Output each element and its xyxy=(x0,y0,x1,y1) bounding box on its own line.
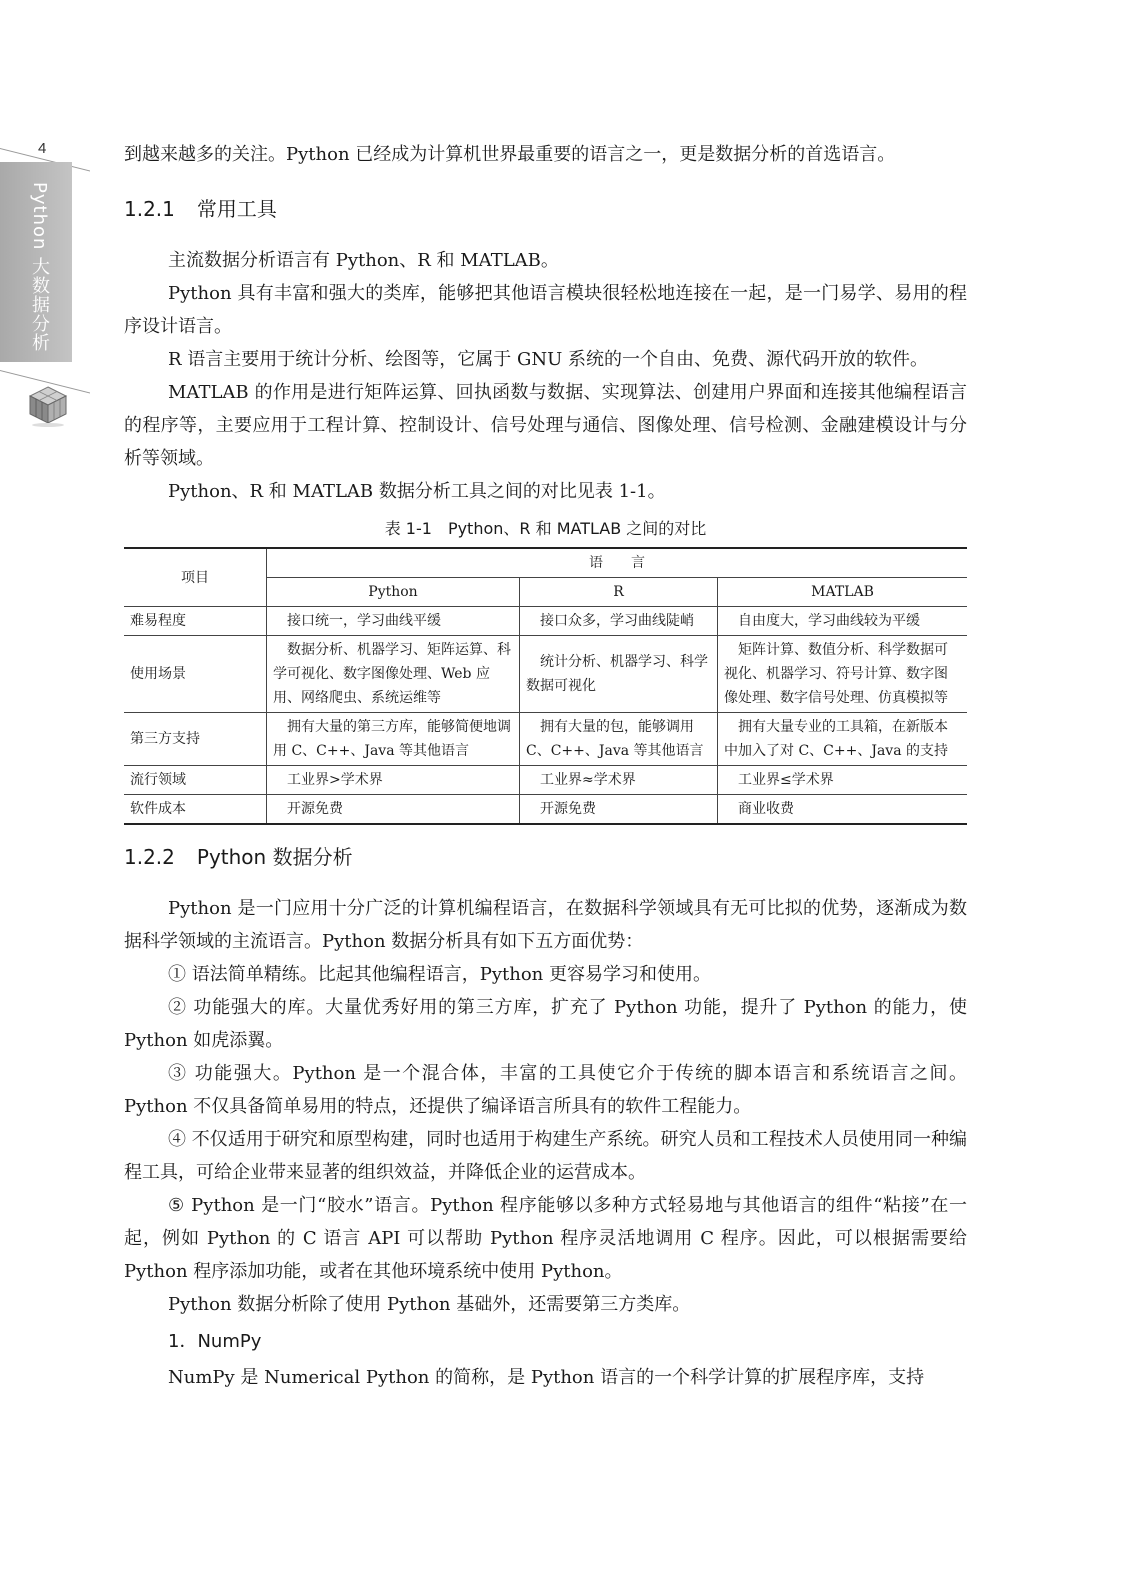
header-python: Python xyxy=(267,578,520,607)
row-label: 流行领域 xyxy=(124,766,267,795)
table-cell: 拥有大量的包，能够调用 C、C++、Java 等其他语言 xyxy=(520,713,718,766)
paragraph: NumPy 是 Numerical Python 的简称，是 Python 语言的一个科学计算的扩展程序库，支持 xyxy=(168,1367,925,1388)
table-cell: 自由度大，学习曲线较为平缓 xyxy=(718,607,968,636)
comparison-table xyxy=(124,547,967,825)
section-title: 常用工具 xyxy=(196,197,277,221)
table-cell: 拥有大量的第三方库，能够简便地调用 C、C++、Java 等其他语言 xyxy=(267,713,520,766)
table-cell: 数据分析、机器学习、矩阵运算、科学可视化、数字图像处理、Web 应用、网络爬虫、系统运维等 xyxy=(267,636,520,713)
header-item: 项目 xyxy=(124,548,267,607)
paragraph: 主流数据分析语言有 Python、R 和 MATLAB。 xyxy=(168,250,559,271)
table-cell: 开源免费 xyxy=(520,795,718,825)
paragraph: R 语言主要用于统计分析、绘图等，它属于 GNU 系统的一个自由、免费、源代码开放的软件。 xyxy=(168,349,929,370)
header-language-group: 语 言 xyxy=(267,548,968,578)
table-cell: 工业界≈学术界 xyxy=(520,766,718,795)
table-row xyxy=(124,713,967,766)
table-row xyxy=(124,636,967,713)
intro-paragraph: 到越来越多的关注。Python 已经成为计算机世界最重要的语言之一，更是数据分析的首选语言。 xyxy=(124,144,896,165)
paragraph: Python 具有丰富和强大的类库，能够把其他语言模块很轻松地连接在一起，是一门易学、易用的程序设计语言。 xyxy=(124,283,967,337)
table-cell: 商业收费 xyxy=(718,795,968,825)
table-row xyxy=(124,795,967,825)
table-cell: 统计分析、机器学习、科学数据可视化 xyxy=(520,636,718,713)
table-row xyxy=(124,766,967,795)
table-header-row xyxy=(124,548,967,578)
list-item: ④ 不仅适用于研究和原型构建，同时也适用于构建生产系统。研究人员和工程技术人员使用同一种编程工具，可给企业带来显著的组织效益，并降低企业的运营成本。 xyxy=(124,1129,967,1183)
list-item: ② 功能强大的库。大量优秀好用的第三方库，扩充了 Python 功能，提升了 Python 的能力，使 Python 如虎添翼。 xyxy=(124,997,967,1051)
table-cell: 拥有大量专业的工具箱，在新版本中加入了对 C、C++、Java 的支持 xyxy=(718,713,968,766)
list-item: ① 语法简单精练。比起其他编程语言，Python 更容易学习和使用。 xyxy=(168,964,711,985)
table-cell: 开源免费 xyxy=(267,795,520,825)
page-number: 4 xyxy=(38,140,47,157)
table-cell: 接口众多，学习曲线陡峭 xyxy=(520,607,718,636)
side-tab-label: Python 大数据分析 xyxy=(29,182,50,353)
page-content xyxy=(124,138,967,1394)
paragraph: Python、R 和 MATLAB 数据分析工具之间的对比见表 1-1。 xyxy=(168,481,666,502)
header-matlab: MATLAB xyxy=(718,578,968,607)
row-label: 难易程度 xyxy=(124,607,267,636)
table-cell: 接口统一，学习曲线平缓 xyxy=(267,607,520,636)
row-label: 第三方支持 xyxy=(124,713,267,766)
cube-icon xyxy=(26,383,70,427)
subsection-heading-numpy: 1．NumPy xyxy=(168,1331,262,1352)
row-label: 软件成本 xyxy=(124,795,267,825)
paragraph: MATLAB 的作用是进行矩阵运算、回执函数与数据、实现算法、创建用户界面和连接其他编程语言的程序等，主要应用于工程计算、控制设计、信号处理与通信、图像处理、信号检测、金融建模设计与分析等领域。 xyxy=(124,382,967,469)
list-item: ③ 功能强大。Python 是一个混合体，丰富的工具使它介于传统的脚本语言和系统语言之间。Python 不仅具备简单易用的特点，还提供了编译语言所具有的软件工程能力。 xyxy=(124,1063,967,1117)
table-cell: 工业界≤学术界 xyxy=(718,766,968,795)
row-label: 使用场景 xyxy=(124,636,267,713)
table-cell: 矩阵计算、数值分析、科学数据可视化、机器学习、符号计算、数字图像处理、数字信号处理、仿真模拟等 xyxy=(718,636,968,713)
table-row xyxy=(124,607,967,636)
list-item: ⑤ Python 是一门“胶水”语言。Python 程序能够以多种方式轻易地与其他语言的组件“粘接”在一起，例如 Python 的 C 语言 API 可以帮助 Python 程序灵活地调用 C 程序。因此，可以根据需要给 Python 程序添加功能，或者在其他环境系统中使用 Python。 xyxy=(124,1195,967,1282)
section-title: Python 数据分析 xyxy=(196,845,353,869)
paragraph: Python 是一门应用十分广泛的计算机编程语言，在数据科学领域具有无可比拟的优势，逐渐成为数据科学领域的主流语言。Python 数据分析具有如下五方面优势： xyxy=(124,898,967,952)
section-number: 1.2.1 xyxy=(124,197,175,221)
paragraph: Python 数据分析除了使用 Python 基础外，还需要第三方类库。 xyxy=(168,1294,691,1315)
section-number: 1.2.2 xyxy=(124,845,175,869)
header-r: R xyxy=(520,578,718,607)
table-cell: 工业界>学术界 xyxy=(267,766,520,795)
section-heading-1-2-2 xyxy=(124,841,967,870)
section-heading-1-2-1 xyxy=(124,193,967,222)
table-caption: 表 1-1 Python、R 和 MATLAB 之间的对比 xyxy=(384,519,707,538)
